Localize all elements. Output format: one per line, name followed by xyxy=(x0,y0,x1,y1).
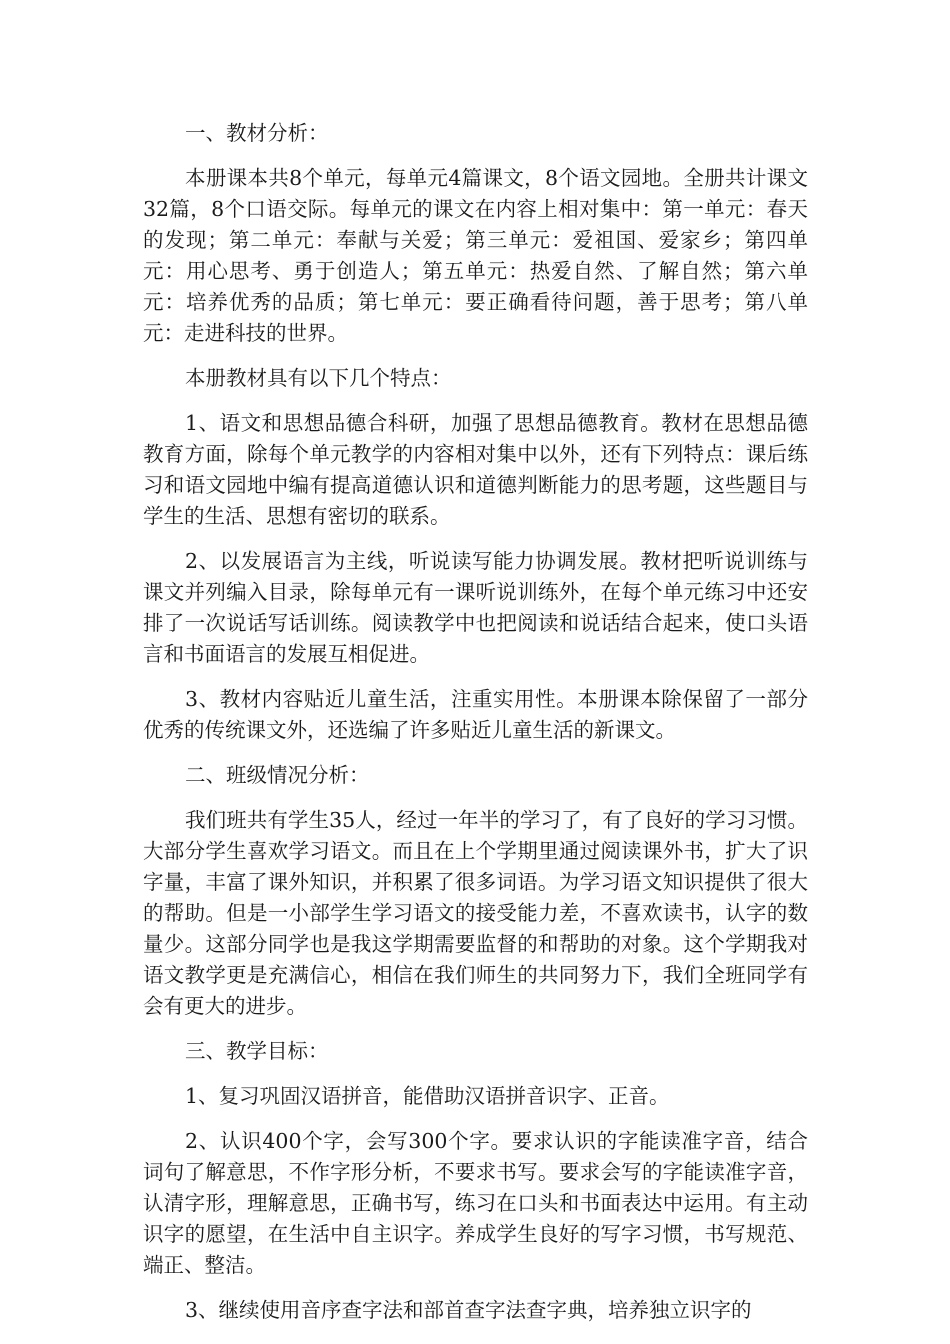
paragraph-feature-2: 2、以发展语言为主线，听说读写能力协调发展。教材把听说训练与课文并列编入目录，除每单元有一课听说训练外，在每个单元练习中还安排了一次说话写话训练。阅读教学中也把阅读和说话结合起来，使口头语言和书面语言的发展互相促进。 xyxy=(143,549,808,666)
document-page xyxy=(143,118,808,1340)
paragraph-units-overview: 本册课本共8个单元，每单元4篇课文，8个语文园地。全册共计课文32篇，8个口语交际。每单元的课文在内容上相对集中：第一单元：春天的发现；第二单元：奉献与关爱；第三单元：爱祖国、爱家乡；第四单元：用心思考、勇于创造人；第五单元：热爱自然、了解自然；第六单元：培养优秀的品质；第七单元：要正确看待问题，善于思考；第八单元：走进科技的世界。 xyxy=(143,166,808,345)
paragraph-class-situation: 我们班共有学生35人，经过一年半的学习了，有了良好的学习习惯。大部分学生喜欢学习语文。而且在上个学期里通过阅读课外书，扩大了识字量，丰富了课外知识，并积累了很多词语。为学习语文知识提供了很大的帮助。但是一小部学生学习语文的接受能力差，不喜欢读书，认字的数量少。这部分同学也是我这学期需要监督的和帮助的对象。这个学期我对语文教学更是充满信心，相信在我们师生的共同努力下，我们全班同学有会有更大的进步。 xyxy=(143,808,808,1018)
section-heading-class-analysis: 二、班级情况分析： xyxy=(185,763,370,787)
paragraph-feature-3: 3、教材内容贴近儿童生活，注重实用性。本册课本除保留了一部分优秀的传统课文外，还选编了许多贴近儿童生活的新课文。 xyxy=(143,687,808,742)
paragraph-goal-2: 2、认识400个字，会写300个字。要求认识的字能读准字音，结合词句了解意思，不作字形分析，不要求书写。要求会写的字能读准字音，认清字形，理解意思，正确书写，练习在口头和书面表达中运用。有主动识字的愿望，在生活中自主识字。养成学生良好的写字习惯，书写规范、端正、整洁。 xyxy=(143,1129,808,1277)
section-heading-teaching-goals: 三、教学目标： xyxy=(185,1039,329,1063)
paragraph-feature-1: 1、语文和思想品德合科研，加强了思想品德教育。教材在思想品德教育方面，除每个单元教学的内容相对集中以外，还有下列特点：课后练习和语文园地中编有提高道德认识和道德判断能力的思考题，这些题目与学生的生活、思想有密切的联系。 xyxy=(143,411,808,528)
paragraph-goal-1: 1、复习巩固汉语拼音，能借助汉语拼音识字、正音。 xyxy=(185,1084,670,1108)
paragraph-goal-3: 3、继续使用音序查字法和部首查字法查字典，培养独立识字的 xyxy=(185,1298,752,1322)
paragraph-features-intro: 本册教材具有以下几个特点： xyxy=(185,366,452,390)
section-heading-textbook-analysis: 一、教材分析： xyxy=(185,121,329,145)
